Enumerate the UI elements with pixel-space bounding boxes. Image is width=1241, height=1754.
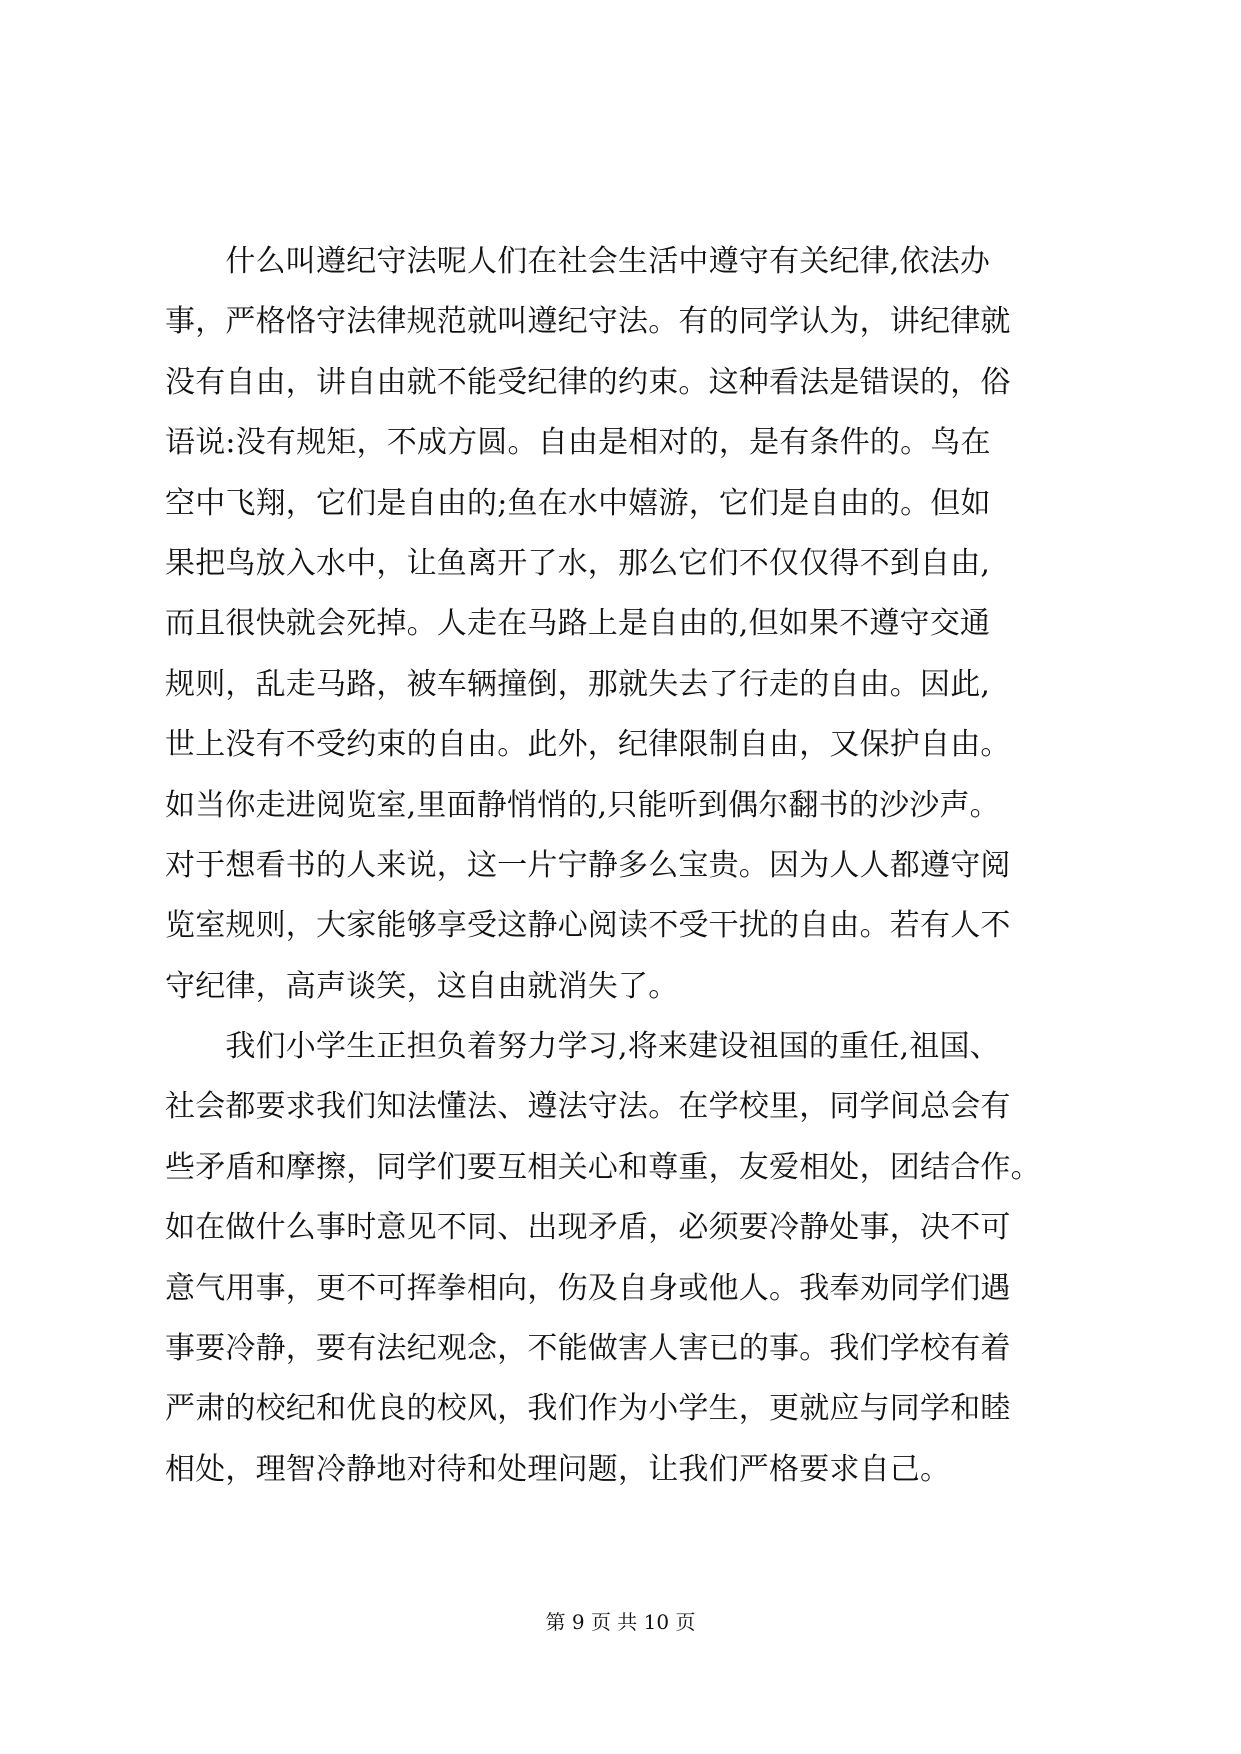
text-line: 社会都要求我们知法懂法、遵法守法。在学校里，同学间总会有 (165, 1089, 1011, 1125)
text-line: 没有自由，讲自由就不能受纪律的约束。这种看法是错误的，俗 (165, 364, 1011, 400)
text-line: 事要冷静，要有法纪观念，不能做害人害已的事。我们学校有着 (165, 1331, 1011, 1367)
text-line: 意气用事，更不可挥拳相向，伤及自身或他人。我奉劝同学们遇 (165, 1270, 1011, 1306)
text-line: 果把鸟放入水中，让鱼离开了水，那么它们不仅仅得不到自由, (165, 545, 991, 581)
text-line: 守纪律，高声谈笑，这自由就消失了。 (165, 968, 679, 1004)
text-line: 空中飞翔，它们是自由的;鱼在水中嬉游，它们是自由的。但如 (165, 485, 991, 521)
text-line: 世上没有不受约束的自由。此外，纪律限制自由，又保护自由。 (165, 727, 1011, 763)
text-line: 览室规则，大家能够享受这静心阅读不受干扰的自由。若有人不 (165, 908, 1011, 944)
text-line: 什么叫遵纪守法呢人们在社会生活中遵守有关纪律,依法办 (165, 244, 991, 279)
text-line: 规则，乱走马路，被车辆撞倒，那就失去了行走的自由。因此, (165, 666, 991, 702)
text-line: 相处，理智冷静地对待和处理问题，让我们严格要求自己。 (165, 1451, 951, 1487)
text-line: 如当你走进阅览室,里面静悄悄的,只能听到偶尔翻书的沙沙声。 (165, 787, 1000, 823)
text-line: 语说:没有规矩，不成方圆。自由是相对的，是有条件的。鸟在 (165, 425, 991, 461)
page-number-footer: 第 9 页 共 10 页 (545, 1610, 696, 1634)
text-line: 些矛盾和摩擦，同学们要互相关心和尊重，友爱相处，团结合作。 (165, 1149, 1041, 1185)
text-line: 而且很快就会死掉。人走在马路上是自由的,但如果不遵守交通 (165, 606, 991, 642)
text-line: 如在做什么事时意见不同、出现矛盾，必须要冷静处事，决不可 (165, 1210, 1011, 1246)
text-line: 对于想看书的人来说，这一片宁静多么宝贵。因为人人都遵守阅 (165, 847, 1011, 883)
text-line: 我们小学生正担负着努力学习,将来建设祖国的重任,祖国、 (165, 1029, 1000, 1065)
text-line: 事，严格恪守法律规范就叫遵纪守法。有的同学认为，讲纪律就 (165, 304, 1011, 340)
text-line: 严肃的校纪和优良的校风，我们作为小学生，更就应与同学和睦 (165, 1391, 1011, 1427)
body-text (165, 232, 1075, 1500)
